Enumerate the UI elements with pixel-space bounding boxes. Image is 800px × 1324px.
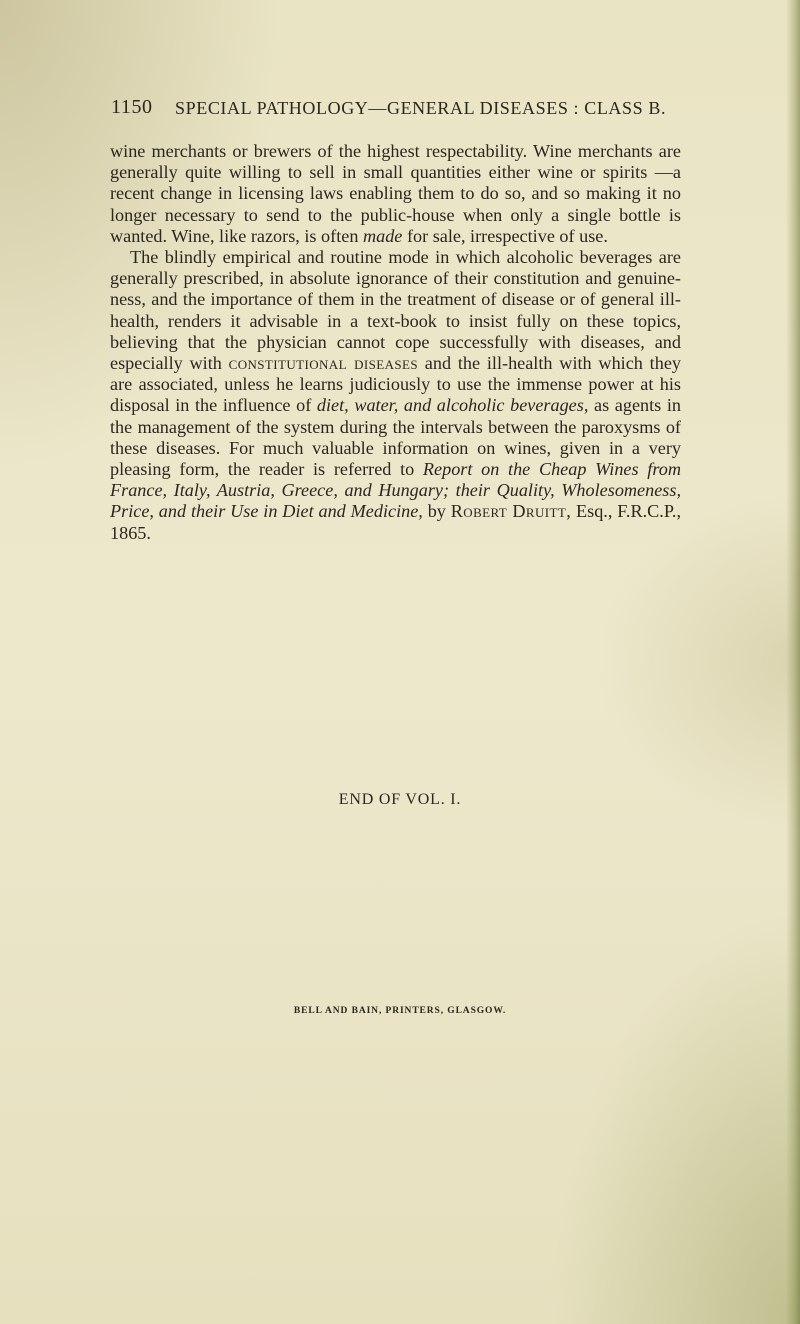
paragraph-2-text-b: and the ill-health with which they are associated, unless he learns judiciously to use the immense power at his disposal in the influence of (110, 353, 681, 416)
paragraph-1 (110, 141, 681, 247)
running-head: SPECIAL PATHOLOGY—GENERAL DISEASES : CLASS B. (175, 98, 667, 118)
paragraph-2-text-e: Esq., F.R.C.P., 1865. (110, 501, 682, 543)
emphasis-diet-water-alcohol: diet, water, and alcoholic beverages, (316, 395, 589, 416)
printer-imprint: BELL AND BAIN, PRINTERS, GLASGOW. (293, 1006, 507, 1016)
body-text (110, 141, 681, 544)
paragraph-2-text-d: by (422, 501, 451, 522)
report-title: Report on the Cheap Wines from France, Italy, Austria, Greece, and Hungary; their Quality, Wholesomeness, Price, and their Use in Diet and Medicine, (110, 459, 681, 522)
paragraph-2-text-a: The blindly empirical and routine mode in which alcoholic beverages are generally prescribed, in absolute ignorance of their constitution and genuine-ness, and the importance of them in the treatment of disease or of general ill-health, renders it advisable in a text-book to insist fully on these topics, believing that the physician cannot cope successfully with diseases, and especially with (110, 247, 681, 374)
page-edge-stain (786, 0, 800, 1324)
page-number: 1150 (111, 96, 153, 118)
page-header (111, 96, 681, 122)
author-name: Robert Druitt, (450, 501, 572, 522)
paragraph-1-text: wine merchants or brewers of the highest respectability. Wine merchants are generally quite willing to sell in small quantities either wine or spirits —a recent change in licensing laws enabling them to do so, and so making it no longer necessary to send to the public-house when only a single bottle is wanted. Wine, like razors, is often (110, 141, 681, 246)
paragraph-2-text-c: as agents in the management of the system during the intervals between the paroxysms of these diseases. For much valuable information on wines, given in a very pleasing form, the reader is referred to (110, 395, 682, 480)
small-caps-constitutional-diseases: constitutional diseases (228, 353, 418, 374)
paragraph-2 (110, 247, 681, 544)
paragraph-1-end: for sale, irrespective of use. (402, 225, 608, 246)
emphasis-made: made (362, 225, 403, 246)
end-of-volume: END OF VOL. I. (338, 791, 462, 808)
